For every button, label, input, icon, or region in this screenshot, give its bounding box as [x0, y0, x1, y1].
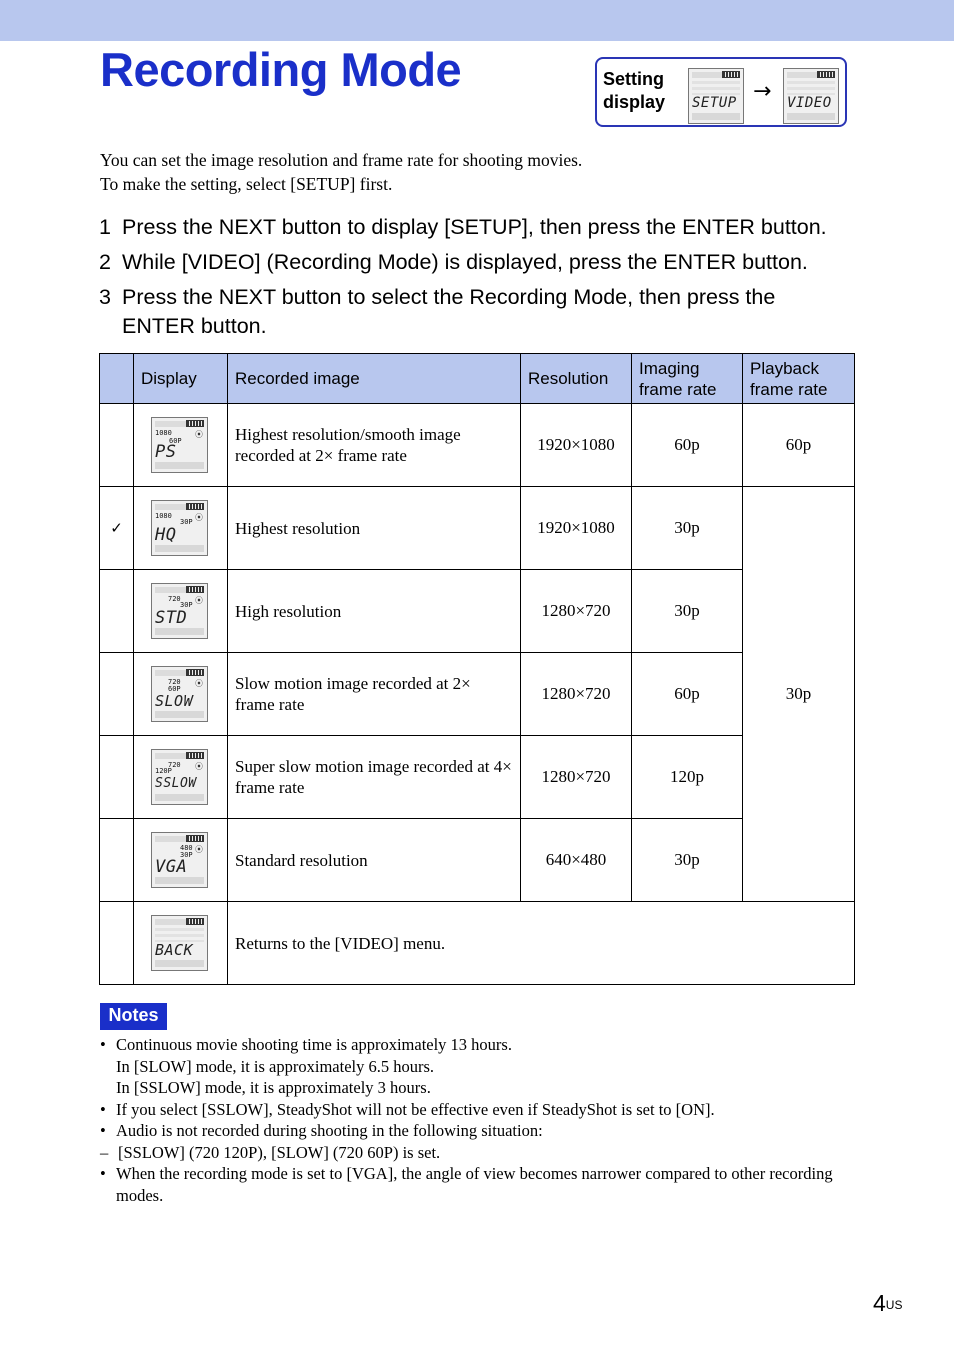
default-mark	[100, 653, 134, 736]
ps-screen-icon: 1080 60P ⦿ PS	[151, 417, 208, 473]
screen-text: BACK	[155, 941, 194, 959]
note-line: In [SLOW] mode, it is approximately 6.5 hours.	[116, 1056, 435, 1076]
back-screen-icon	[151, 915, 208, 971]
header-recorded-image: Recorded image	[228, 354, 521, 404]
setting-display-label	[603, 68, 683, 114]
screen-text: VGA	[155, 857, 188, 877]
fps-label: 60P	[168, 685, 181, 693]
default-mark	[100, 902, 134, 985]
back-row-description: Returns to the [VIDEO] menu.	[228, 902, 855, 985]
slow-screen-icon: 720 60P ⦿ SLOW	[151, 666, 208, 722]
table-row	[100, 404, 855, 487]
mode-resolution: 1280×720	[521, 653, 632, 736]
notes-label: Notes	[100, 1003, 167, 1030]
fps-label: 60P	[169, 437, 182, 445]
note-item	[100, 1163, 840, 1206]
mode-description: Highest resolution	[228, 487, 521, 570]
step-text: Press the NEXT button to select the Recording Mode, then press the ENTER button.	[122, 285, 776, 338]
intro-line: To make the setting, select [SETUP] first.	[100, 174, 393, 194]
mode-imaging-rate: 30p	[632, 487, 743, 570]
note-line: If you select [SSLOW], SteadyShot will not be effective even if SteadyShot is set to [ON].	[116, 1099, 715, 1119]
display-cell	[134, 404, 228, 487]
res-label: 1080	[155, 512, 172, 520]
screen-text: SLOW	[155, 692, 194, 710]
sslow-screen-icon: 720 120P ⦿ SSLOW	[151, 749, 208, 805]
step-number: 2	[99, 250, 111, 274]
display-cell	[134, 570, 228, 653]
note-line: [SSLOW] (720 120P), [SLOW] (720 60P) is set.	[118, 1142, 441, 1162]
note-item	[100, 1120, 840, 1142]
default-mark	[100, 819, 134, 902]
mode-imaging-rate: 120p	[632, 736, 743, 819]
recording-mode-table	[99, 353, 855, 985]
mode-resolution: 1280×720	[521, 736, 632, 819]
setting-display-box	[595, 57, 847, 127]
screen-text: HQ	[155, 525, 177, 545]
table-row	[100, 902, 855, 985]
mode-imaging-rate: 30p	[632, 819, 743, 902]
setup-screen-icon	[688, 68, 744, 124]
step-item	[99, 283, 879, 341]
step-number: 1	[99, 215, 111, 239]
screen-text: PS	[155, 442, 177, 462]
steps-list	[99, 213, 879, 347]
video-screen-icon	[783, 68, 839, 124]
mode-resolution: 1920×1080	[521, 404, 632, 487]
mode-description: Highest resolution/smooth image recorded at 2× frame rate	[228, 404, 521, 487]
display-cell	[134, 736, 228, 819]
screen-text: SSLOW	[155, 776, 197, 791]
intro-text	[100, 148, 582, 196]
step-number: 3	[99, 285, 111, 309]
note-line: Audio is not recorded during shooting in the following situation:	[116, 1121, 543, 1140]
arrow-right-icon: →	[753, 79, 772, 104]
fps-label: 120P	[155, 767, 172, 775]
table-row	[100, 487, 855, 570]
mode-resolution: 640×480	[521, 819, 632, 902]
display-cell	[134, 902, 228, 985]
note-line: In [SSLOW] mode, it is approximately 3 hours.	[116, 1078, 431, 1097]
header-display: Display	[134, 354, 228, 404]
hq-screen-icon: 1080 30P ⦿ HQ	[151, 500, 208, 556]
display-cell	[134, 487, 228, 570]
video-screen-text: VIDEO	[787, 95, 832, 111]
table-row	[100, 653, 855, 736]
display-cell	[134, 819, 228, 902]
setting-label-line1: Setting	[603, 69, 664, 89]
mode-resolution: 1920×1080	[521, 487, 632, 570]
intro-line: You can set the image resolution and frame rate for shooting movies.	[100, 150, 583, 170]
default-mark	[100, 570, 134, 653]
mode-imaging-rate: 60p	[632, 653, 743, 736]
header-resolution: Resolution	[521, 354, 632, 404]
fps-label: 30P	[180, 601, 193, 609]
res-label: 1080	[155, 429, 172, 437]
page-number-value: 4	[873, 1290, 886, 1316]
default-check-icon: ✓	[100, 487, 134, 570]
res-label: 720	[168, 595, 181, 603]
res-label: 480	[180, 844, 193, 852]
vga-screen-icon: 480 30P ⦿ VGA	[151, 832, 208, 888]
bullet: •	[100, 1099, 106, 1119]
mode-imaging-rate: 30p	[632, 570, 743, 653]
display-cell	[134, 653, 228, 736]
note-line: When the recording mode is set to [VGA], the angle of view becomes narrower compared to other recording modes.	[116, 1164, 833, 1205]
header-playback-frame-rate: Playback frame rate	[743, 354, 855, 404]
header-imaging-frame-rate: Imaging frame rate	[632, 354, 743, 404]
default-mark	[100, 736, 134, 819]
fps-label: 30P	[180, 518, 193, 526]
page-title: Recording Mode	[100, 43, 462, 96]
mode-resolution: 1280×720	[521, 570, 632, 653]
mode-description: High resolution	[228, 570, 521, 653]
page-number	[873, 1288, 902, 1318]
bullet: •	[100, 1121, 106, 1140]
top-color-band	[0, 0, 954, 41]
res-label: 720	[168, 678, 181, 686]
mode-playback-rate: 60p	[743, 404, 855, 487]
mode-description: Slow motion image recorded at 2× frame rate	[228, 653, 521, 736]
shared-playback-rate: 30p	[743, 487, 855, 902]
mode-description: Standard resolution	[228, 819, 521, 902]
note-line: Continuous movie shooting time is approximately 13 hours.	[116, 1035, 512, 1054]
page-region: US	[885, 1298, 903, 1312]
note-item	[100, 1034, 840, 1099]
table-row	[100, 736, 855, 819]
step-item	[99, 213, 879, 242]
mode-description: Super slow motion image recorded at 4× frame rate	[228, 736, 521, 819]
step-text: Press the NEXT button to display [SETUP], then press the ENTER button.	[122, 215, 827, 239]
notes-list	[100, 1034, 840, 1206]
header-default-column	[100, 354, 134, 404]
setup-screen-text: SETUP	[692, 95, 737, 111]
note-item	[100, 1099, 840, 1121]
step-text: While [VIDEO] (Recording Mode) is displayed, press the ENTER button.	[122, 250, 808, 274]
bullet: •	[100, 1164, 106, 1183]
default-mark	[100, 404, 134, 487]
bullet: •	[100, 1035, 106, 1054]
note-subitem	[100, 1142, 840, 1164]
table-row	[100, 570, 855, 653]
std-screen-icon: 720 30P ⦿ STD	[151, 583, 208, 639]
dash: –	[100, 1142, 109, 1162]
fps-label: 30P	[180, 851, 193, 859]
step-item	[99, 248, 879, 277]
screen-text: STD	[155, 608, 188, 628]
res-label: 720	[168, 761, 181, 769]
setting-label-line2: display	[603, 92, 666, 112]
mode-imaging-rate: 60p	[632, 404, 743, 487]
table-row	[100, 819, 855, 902]
